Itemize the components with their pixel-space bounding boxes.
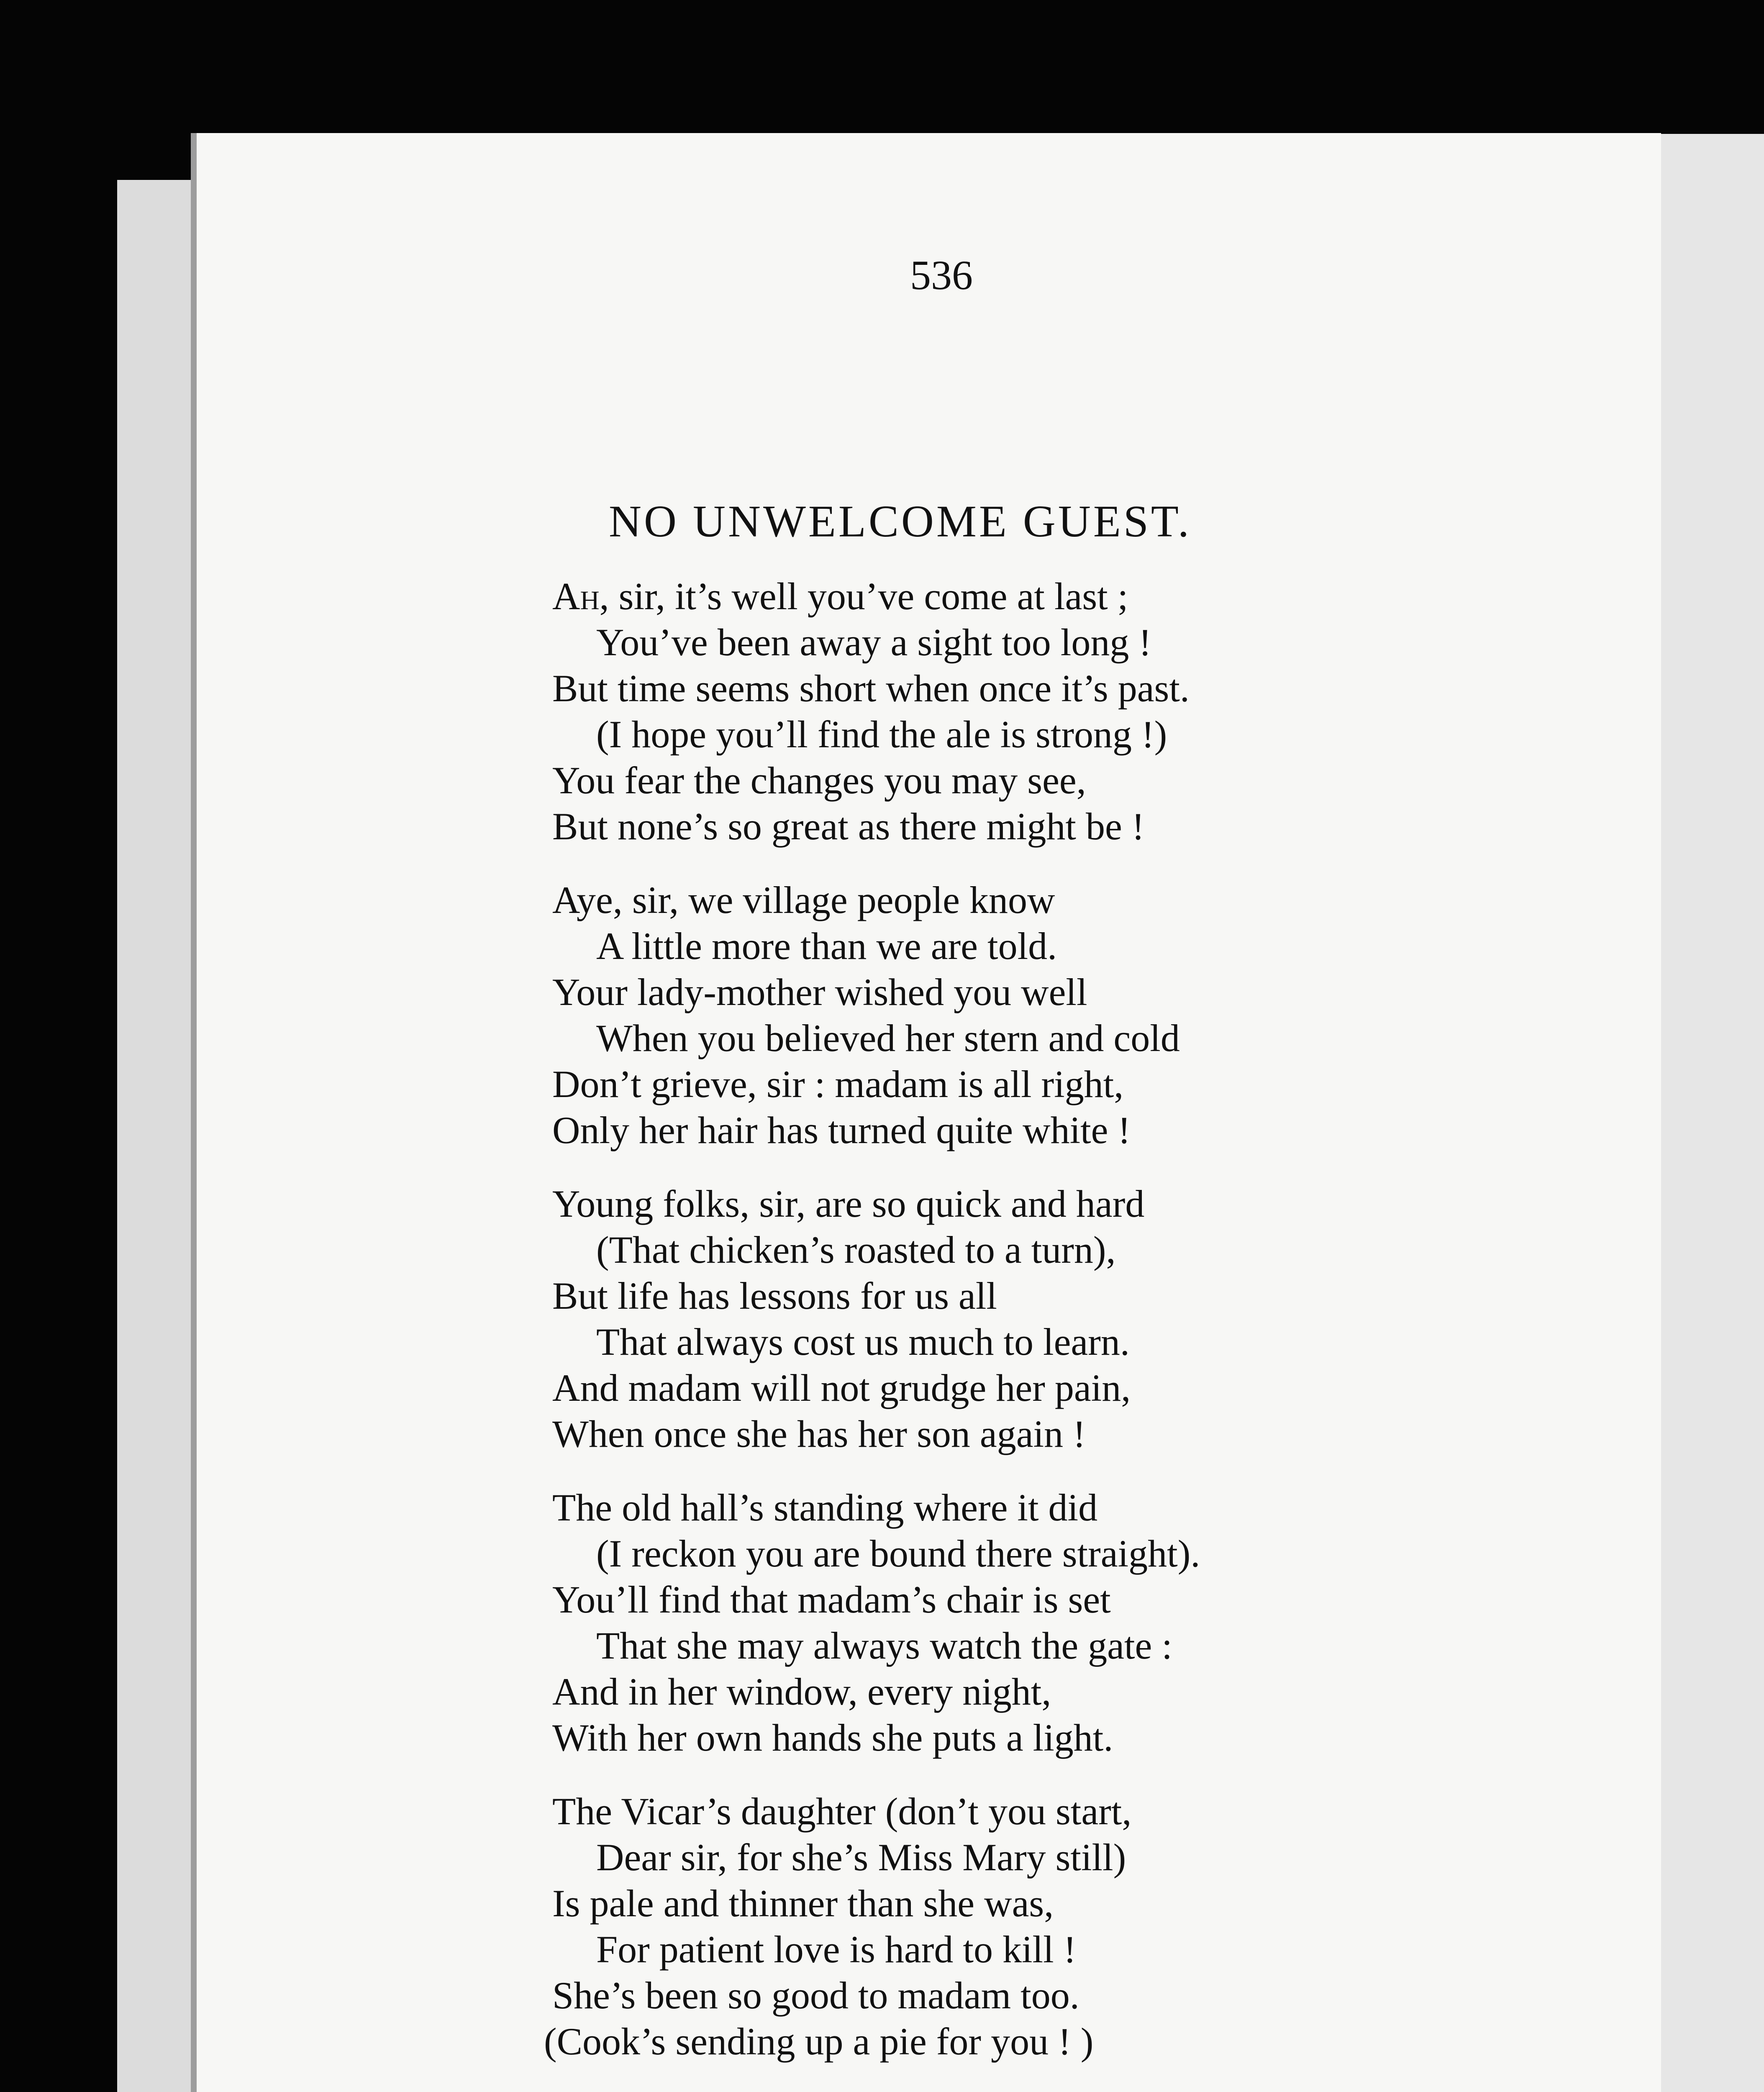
stanza-1 bbox=[552, 573, 1200, 849]
poem-title: NO UNWELCOME GUEST. bbox=[609, 497, 1192, 546]
poem-line: But none’s so great as there might be ! bbox=[552, 805, 1145, 848]
poem-line: A little more than we are told. bbox=[596, 925, 1057, 967]
poem-line: (I hope you’ll find the ale is strong !) bbox=[596, 713, 1167, 756]
poem-body bbox=[544, 573, 1200, 2092]
poem-line: (I reckon you are bound there straight). bbox=[596, 1532, 1200, 1575]
poem-line: And madam will not grudge her pain, bbox=[552, 1366, 1131, 1409]
poem-line: For patient love is hard to kill ! bbox=[596, 1928, 1077, 1971]
stanza-5 bbox=[544, 1788, 1200, 2064]
stanza-2 bbox=[552, 877, 1200, 1153]
poem-line: (That chicken’s roasted to a turn), bbox=[596, 1228, 1116, 1271]
stanza-4 bbox=[552, 1484, 1200, 1761]
poem-line: You fear the changes you may see, bbox=[552, 759, 1086, 802]
poem-line: That always cost us much to learn. bbox=[596, 1320, 1130, 1363]
first-line-rest: sir, it’s well you’ve come at last ; bbox=[609, 575, 1128, 618]
poem-line: Only her hair has turned quite white ! bbox=[552, 1109, 1131, 1151]
poem-line: With her own hands she puts a light. bbox=[552, 1716, 1113, 1759]
poem-line: When you believed her stern and cold bbox=[596, 1017, 1180, 1059]
poem-line: But life has lessons for us all bbox=[552, 1274, 997, 1317]
poem-line: You’ve been away a sight too long ! bbox=[596, 621, 1151, 664]
underlying-page-right bbox=[1657, 134, 1764, 2092]
poem-line: When once she has her son again ! bbox=[552, 1413, 1086, 1455]
poem-line: Aye, sir, we village people know bbox=[552, 879, 1055, 921]
poem-line: She’s been so good to madam too. bbox=[552, 1974, 1079, 2017]
poem-line: Young folks, sir, are so quick and hard bbox=[552, 1182, 1145, 1225]
poem-line: Is pale and thinner than she was, bbox=[552, 1882, 1054, 1925]
poem-line: You’ll find that madam’s chair is set bbox=[552, 1578, 1111, 1621]
poem-line: The Vicar’s daughter (don’t you start, bbox=[552, 1790, 1132, 1833]
poem-line: Dear sir, for she’s Miss Mary still) bbox=[596, 1836, 1126, 1879]
poem-line: Don’t grieve, sir : madam is all right, bbox=[552, 1063, 1124, 1105]
poem-line: Your lady-mother wished you well bbox=[552, 971, 1087, 1013]
poem-line: The old hall’s standing where it did bbox=[552, 1486, 1098, 1529]
poem-line: (Cook’s sending up a pie for you ! ) bbox=[544, 2020, 1094, 2063]
poem-line: That she may always watch the gate : bbox=[596, 1624, 1172, 1667]
first-word: Ah, bbox=[552, 575, 609, 618]
poem-line: And in her window, every night, bbox=[552, 1670, 1051, 1713]
page-number: 536 bbox=[910, 252, 973, 298]
poem-line: But time seems short when once it’s past. bbox=[552, 667, 1190, 710]
stanza-3 bbox=[552, 1181, 1200, 1457]
poem-line bbox=[552, 573, 1200, 619]
